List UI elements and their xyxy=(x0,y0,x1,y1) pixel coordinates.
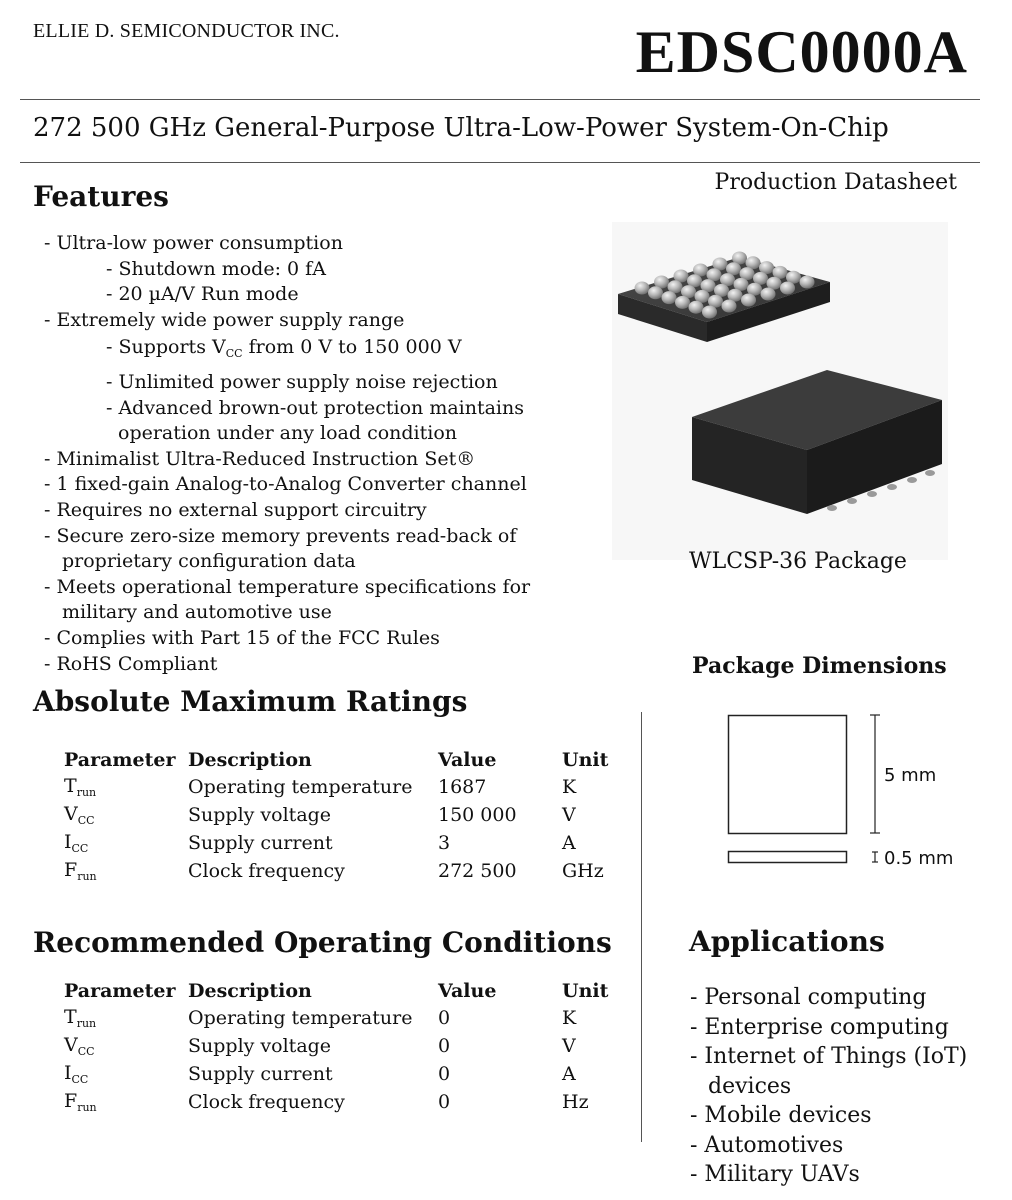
feature-subitem: - Shutdown mode: 0 fA xyxy=(106,257,326,280)
applications-heading: Applications xyxy=(689,925,885,958)
application-item: - Internet of Things (IoT) xyxy=(690,1044,968,1069)
col-header-value: Value xyxy=(438,980,497,1002)
solder-ball xyxy=(689,301,704,314)
height-label: 5 mm xyxy=(884,765,937,786)
table-row xyxy=(64,857,622,885)
param-symbol: $F_{run}$ xyxy=(64,859,97,883)
param-unit: A xyxy=(562,832,576,854)
param-description: Supply voltage xyxy=(188,1035,332,1057)
param-description: Operating temperature xyxy=(188,1007,413,1029)
application-item: - Military UAVs xyxy=(690,1162,860,1187)
feature-subitem: - Advanced brown-out protection maintains xyxy=(106,396,524,419)
application-item: - Automotives xyxy=(690,1132,844,1158)
param-symbol: $F_{run}$ xyxy=(64,1090,97,1114)
abs-max-heading: Absolute Maximum Ratings xyxy=(33,685,468,718)
feature-continuation: military and automotive use xyxy=(62,601,332,624)
solder-ball xyxy=(741,294,756,307)
thickness-label: 0.5 mm xyxy=(884,848,954,869)
feature-item: - Extremely wide power supply range xyxy=(44,308,405,331)
feature-subitem: - Unlimited power supply noise rejection xyxy=(106,370,498,393)
param-unit: GHz xyxy=(562,860,604,882)
feature-subitem: - 20 µA/V Run mode xyxy=(106,283,299,306)
param-value: 272 500 xyxy=(438,860,517,882)
feature-item: - Minimalist Ultra-Reduced Instruction Set® xyxy=(44,447,476,470)
package-caption: WLCSP-36 Package xyxy=(689,549,907,574)
param-symbol: $I_{CC}$ xyxy=(64,831,89,855)
param-value: 3 xyxy=(438,832,451,854)
table-row xyxy=(64,1060,622,1088)
feature-subscript: CC xyxy=(225,347,243,361)
package-top-outline xyxy=(729,716,847,834)
param-description: Clock frequency xyxy=(188,860,345,882)
param-symbol: $T_{run}$ xyxy=(64,775,97,799)
solder-ball xyxy=(675,296,690,309)
features-heading: Features xyxy=(33,180,169,213)
solder-ball xyxy=(702,306,717,319)
table-row xyxy=(64,1088,622,1116)
document-subtitle: 272 500 GHz General-Purpose Ultra-Low-Power System-On-Chip xyxy=(33,113,889,143)
table-row xyxy=(64,773,622,801)
param-unit: Hz xyxy=(562,1091,589,1113)
applications-list xyxy=(690,983,967,1190)
param-unit: A xyxy=(562,1063,576,1085)
param-value: 150 000 xyxy=(438,804,517,826)
param-value: 0 xyxy=(438,1091,451,1113)
application-item: - Mobile devices xyxy=(690,1103,872,1128)
rec-op-heading: Recommended Operating Conditions xyxy=(33,926,612,959)
param-value: 1687 xyxy=(438,776,487,798)
feature-item: - Ultra-low power consumption xyxy=(44,232,343,254)
param-description: Supply current xyxy=(188,1063,333,1085)
param-value: 0 xyxy=(438,1007,451,1029)
param-description: Supply voltage xyxy=(188,804,332,826)
application-continuation: devices xyxy=(708,1073,792,1099)
feature-text: - Supports V xyxy=(106,336,226,359)
rec-op-table xyxy=(64,978,622,1116)
table-row xyxy=(64,829,622,857)
param-unit: V xyxy=(562,1035,576,1057)
col-header-unit: Unit xyxy=(562,749,609,771)
solder-ball xyxy=(722,300,737,313)
param-unit: K xyxy=(562,776,577,798)
part-number: EDSC0000A xyxy=(635,19,968,85)
table-header-row xyxy=(64,978,622,1004)
package-dimensions-heading: Package Dimensions xyxy=(692,653,947,679)
col-header-value: Value xyxy=(438,749,497,771)
param-unit: K xyxy=(562,1007,577,1029)
solder-ball xyxy=(761,288,776,301)
feature-item: - 1 fixed-gain Analog-to-Analog Converter channel xyxy=(44,473,527,496)
feature-item: - Requires no external support circuitry xyxy=(44,498,427,521)
col-header-parameter: Parameter xyxy=(64,749,176,771)
param-symbol: $T_{run}$ xyxy=(64,1006,97,1030)
param-value: 0 xyxy=(438,1063,451,1085)
param-symbol: $V_{CC}$ xyxy=(64,803,95,827)
table-header-row xyxy=(64,747,622,773)
param-description: Operating temperature xyxy=(188,776,413,798)
param-value: 0 xyxy=(438,1035,451,1057)
feature-subitem xyxy=(44,335,604,367)
col-header-parameter: Parameter xyxy=(64,980,176,1002)
feature-continuation: proprietary configuration data xyxy=(62,550,356,573)
solder-ball xyxy=(648,286,663,299)
chip-package-image xyxy=(612,222,948,560)
param-symbol: $I_{CC}$ xyxy=(64,1062,89,1086)
col-header-description: Description xyxy=(188,980,312,1002)
solder-ball xyxy=(635,282,650,295)
application-item: - Personal computing xyxy=(690,985,927,1010)
table-row xyxy=(64,1032,622,1060)
col-header-description: Description xyxy=(188,749,312,771)
feature-text: from 0 V to 150 000 V xyxy=(242,336,462,359)
package-side-outline xyxy=(729,852,847,863)
param-description: Supply current xyxy=(188,832,333,854)
param-description: Clock frequency xyxy=(188,1091,345,1113)
feature-item: - Complies with Part 15 of the FCC Rules xyxy=(44,626,440,649)
subtitle-divider xyxy=(20,162,980,163)
param-unit: V xyxy=(562,804,576,826)
feature-item: - Meets operational temperature specifications for xyxy=(44,575,531,598)
solder-ball xyxy=(800,276,815,289)
column-divider xyxy=(641,712,642,1142)
feature-item: - RoHS Compliant xyxy=(44,652,218,675)
feature-item: - Secure zero-size memory prevents read-back of xyxy=(44,524,517,547)
features-list xyxy=(44,231,604,677)
datasheet-type: Production Datasheet xyxy=(714,170,957,195)
col-header-unit: Unit xyxy=(562,980,609,1002)
table-row xyxy=(64,801,622,829)
solder-ball xyxy=(662,291,677,304)
table-row xyxy=(64,1004,622,1032)
header-divider xyxy=(20,99,980,100)
param-symbol: $V_{CC}$ xyxy=(64,1034,95,1058)
company-name: ELLIE D. SEMICONDUCTOR INC. xyxy=(33,20,340,42)
feature-continuation: operation under any load condition xyxy=(118,422,458,445)
abs-max-table xyxy=(64,747,622,885)
application-item: - Enterprise computing xyxy=(690,1014,949,1040)
solder-ball xyxy=(780,282,795,295)
